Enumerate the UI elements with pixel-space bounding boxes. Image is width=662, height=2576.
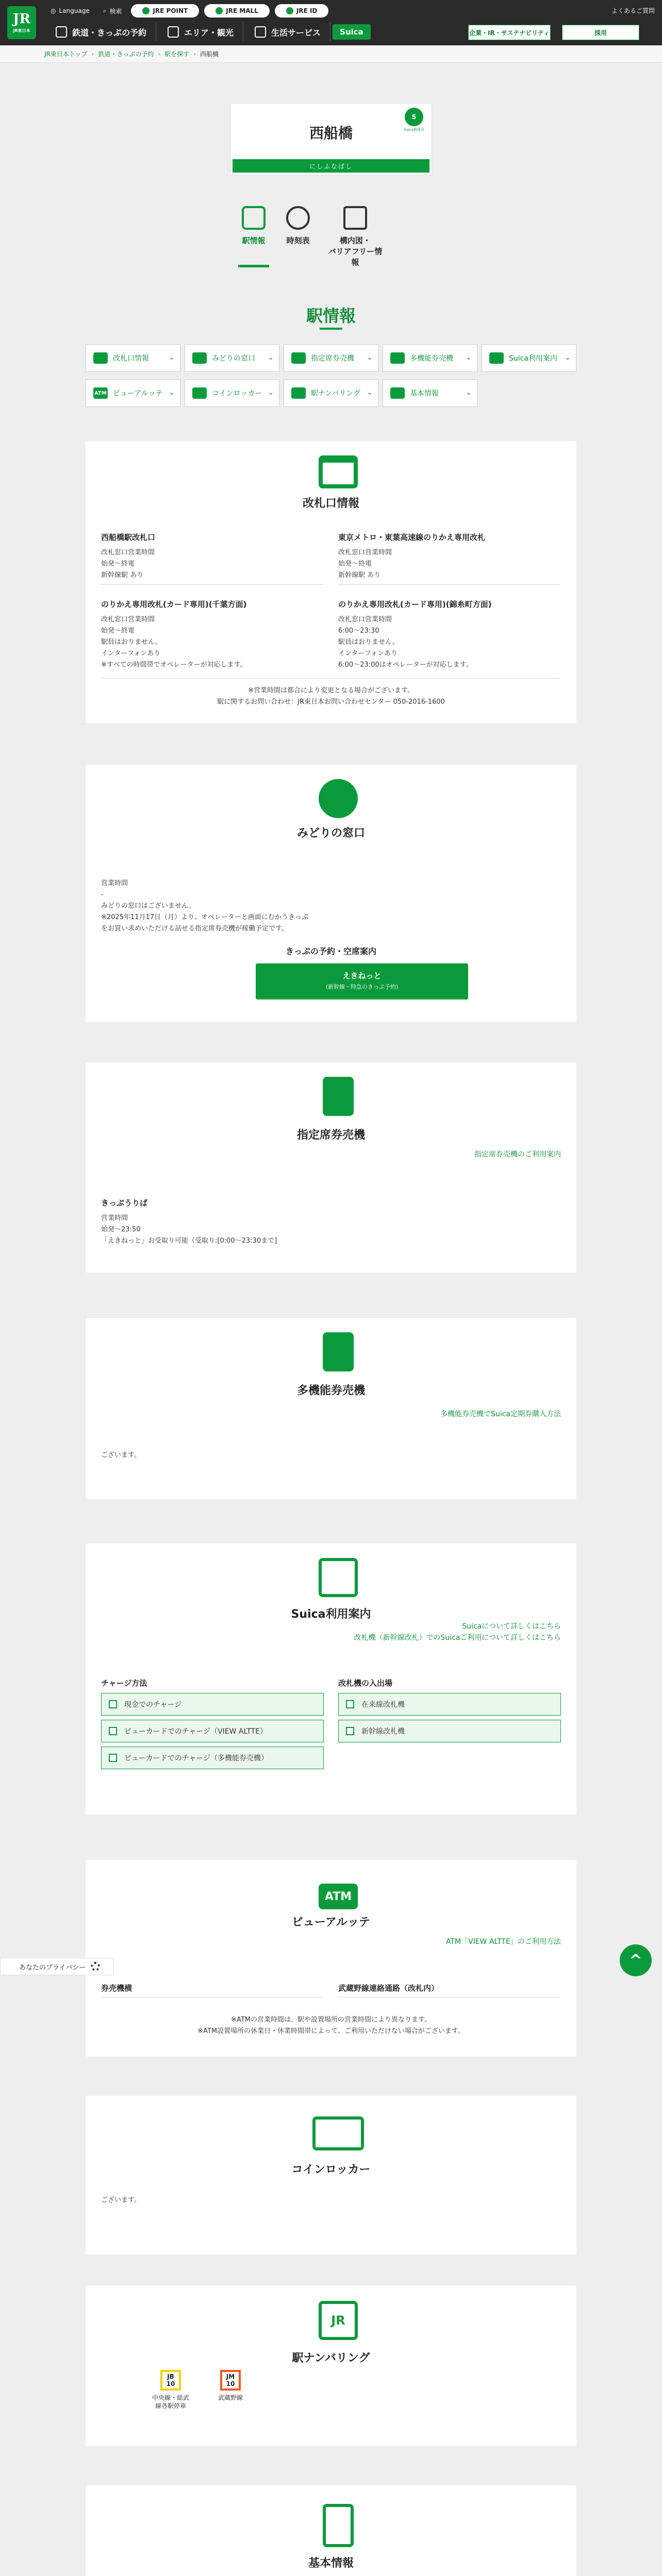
locker-icon xyxy=(312,2116,364,2150)
jr-logo[interactable] xyxy=(7,6,36,39)
suica-icon xyxy=(489,352,504,364)
station-tabs xyxy=(238,206,384,267)
jre-point-icon xyxy=(142,7,150,14)
breadcrumb xyxy=(0,45,662,63)
gate-title: 東京メトロ・東葉高速線のりかえ専用改札 xyxy=(338,533,486,542)
station-number: 10 xyxy=(226,2380,235,2387)
numbering-label: 武蔵野線 xyxy=(218,2394,243,2401)
card-title: 基本情報 xyxy=(308,2557,354,2570)
multi-machine-icon xyxy=(390,352,405,364)
search-label: 検索 xyxy=(109,7,122,15)
station-number: 10 xyxy=(166,2380,175,2387)
gate-text: 改札窓口営業時間 始発〜終電 駅員はおりません。 インターフォンあり ※すべての時間帯でオペレーターが対応します。 xyxy=(101,616,247,669)
atm-card xyxy=(86,1860,576,2057)
atm-icon: ATM xyxy=(319,1884,358,1909)
gate-icon xyxy=(319,455,358,488)
divider xyxy=(101,584,323,585)
quicklink-label: 多機能券売機 xyxy=(410,354,453,363)
locker-card xyxy=(86,2096,576,2255)
gear-icon xyxy=(91,1962,100,1971)
suica-badge xyxy=(402,108,426,137)
basic-info-card xyxy=(86,2485,576,2576)
quicklink-numbering[interactable] xyxy=(284,379,378,407)
quicklink-label: ビューアルッテ xyxy=(113,389,163,398)
chevron-down-icon: ⌄ xyxy=(268,353,274,362)
multi-machine-icon xyxy=(323,1332,354,1371)
chevron-down-icon: ⌄ xyxy=(169,388,175,397)
charge-multi-machine[interactable] xyxy=(101,1747,324,1769)
station-info-icon xyxy=(242,206,266,230)
numbering-icon xyxy=(291,387,306,399)
entry-conventional[interactable] xyxy=(338,1693,561,1716)
chevron-down-icon: ⌄ xyxy=(169,353,175,362)
back-to-top-button[interactable] xyxy=(620,1944,652,1976)
takino-guide-link[interactable]: 多機能券売機でSuica定期券購入方法 xyxy=(440,1410,561,1418)
gate-text: 改札窓口営業時間 6:00〜23:30 駅員はおりません。 インターフォンあり 6:00〜23:00はオペレーターが対応します。 xyxy=(338,616,473,669)
card-title: 駅ナンバリング xyxy=(292,2352,370,2365)
recruit-button[interactable]: 採用 xyxy=(562,25,639,40)
privacy-label: あなたのプライバシー xyxy=(19,1963,86,1972)
station-name: 西船橋 xyxy=(309,125,353,142)
gate-text: 改札窓口営業時間 始発〜終電 新幹線駅 あり xyxy=(338,549,392,579)
shitei-guide-link[interactable]: 指定席券売機のご利用案内 xyxy=(474,1150,561,1159)
checkbox-icon xyxy=(346,1727,354,1735)
midori-icon xyxy=(192,352,207,364)
station-kana: にしふなばし xyxy=(233,159,429,173)
chevron-down-icon: ⌄ xyxy=(466,388,472,397)
clock-icon xyxy=(286,206,310,230)
entry-shinkansen[interactable] xyxy=(338,1720,561,1742)
chevron-down-icon: ⌄ xyxy=(367,388,373,397)
suica-icon: S xyxy=(405,108,423,126)
card-title: ビューアルッテ xyxy=(291,1916,371,1929)
numbering-icon: JR xyxy=(319,2301,358,2340)
atm-guide-link[interactable]: ATM「VIEW ALTTE」のご利用方法 xyxy=(445,1938,561,1946)
quicklink-label: 駅ナンバリング xyxy=(311,389,361,398)
jre-mall-button[interactable] xyxy=(204,4,270,18)
card-title: Suica利用案内 xyxy=(291,1608,371,1621)
tab-timetable[interactable] xyxy=(283,206,313,267)
ticket-machine-icon xyxy=(291,352,306,364)
floor-map-icon xyxy=(343,206,367,230)
breadcrumb-link[interactable]: JR東日本トップ xyxy=(44,50,88,58)
midori-sub: きっぷの予約・空席案内 xyxy=(285,946,376,956)
nav-rail[interactable] xyxy=(46,23,156,41)
logo-sub: JR東日本 xyxy=(13,28,30,33)
shop-icon xyxy=(255,26,266,38)
shitei-text: 営業時間 始発〜23:50 「えきねっと」お受取り可能（受取り:[0:00〜23:30まで] xyxy=(101,1214,277,1245)
quicklink-suica[interactable] xyxy=(482,344,576,372)
suica-icon xyxy=(319,1558,358,1597)
nav-label: エリア・観光 xyxy=(184,27,234,38)
shitei-sub: きっぷうりば xyxy=(101,1198,148,1208)
charge-cash[interactable] xyxy=(101,1693,324,1716)
chevron-down-icon: ⌄ xyxy=(466,353,472,362)
gate-note: ※営業時間は都合により変更となる場合がございます。 駅に関するお問い合わせ：JR東日本お問い合わせセンター 050-2016-1600 xyxy=(217,687,445,706)
clipboard-icon xyxy=(323,2504,354,2547)
search-icon: ⌕ xyxy=(103,7,107,14)
eki-net-button[interactable] xyxy=(256,963,468,999)
tab-label: 時刻表 xyxy=(286,236,310,245)
station-title-card xyxy=(230,103,432,175)
breadcrumb-current: 西船橋 xyxy=(200,50,219,58)
suica-badge-label: Suica利用可 xyxy=(404,128,424,132)
numbering-badge xyxy=(220,2370,241,2391)
quicklink-locker[interactable] xyxy=(185,379,279,407)
jre-mall-icon xyxy=(216,7,223,14)
charge-label: 現金でのチャージ xyxy=(124,1701,182,1709)
atm-note: ※ATMの営業時間は、駅や設置場所の営業時間により異なります。 ※ATM設置場所の休業日・休業時間帯によって、ご利用いただけない場合がございます。 xyxy=(197,2016,465,2035)
quicklink-basic[interactable] xyxy=(383,379,477,407)
language-button[interactable] xyxy=(46,7,94,14)
nav-label: 生活サービス xyxy=(271,27,321,38)
numbering-label: 中央線・総武 線各駅停車 xyxy=(152,2394,189,2410)
tab-station-info[interactable] xyxy=(238,206,269,267)
quicklink-label: 指定席券売機 xyxy=(311,354,354,363)
heading-underline xyxy=(320,328,342,330)
locker-text: ございます。 xyxy=(101,2196,141,2204)
eki-net-label: えきねっと xyxy=(342,971,382,980)
tab-label: 構内図・ バリアフリー情報 xyxy=(328,236,383,267)
charge-title: チャージ方法 xyxy=(101,1679,147,1688)
gate-text: 改札窓口営業時間 始発〜終電 新幹線駅 あり xyxy=(101,549,155,579)
jre-id-icon xyxy=(286,7,293,14)
chevron-down-icon: ⌄ xyxy=(268,388,274,397)
suica-gate-link[interactable]: 改札機（新幹線改札）でのSuicaご利用について詳しくはこちら xyxy=(354,1634,561,1642)
gate-title: のりかえ専用改札(カード専用)(千葉方面) xyxy=(101,600,247,609)
gate-icon xyxy=(93,352,108,364)
quicklink-gate[interactable] xyxy=(86,344,180,372)
charge-view-altte[interactable] xyxy=(101,1720,324,1742)
jre-point-button[interactable] xyxy=(131,4,199,18)
quicklink-label: みどりの窓口 xyxy=(212,354,255,363)
breadcrumb-link[interactable]: 鉄道・きっぷの予約 xyxy=(98,50,154,58)
takino-card xyxy=(86,1318,576,1499)
divider xyxy=(338,584,560,585)
takino-text: ございます。 xyxy=(101,1451,141,1459)
locker-icon xyxy=(192,387,207,399)
breadcrumb-sep: › xyxy=(193,50,196,58)
gate-info-card xyxy=(86,441,576,723)
entry-label: 新幹線改札機 xyxy=(361,1727,405,1736)
pill-label: JRE MALL xyxy=(226,7,258,14)
gate-title: のりかえ専用改札(カード専用)(錦糸町方面) xyxy=(338,600,492,609)
shitei-card xyxy=(86,1062,576,1273)
privacy-button[interactable] xyxy=(0,1958,113,1975)
quicklink-label: 改札口情報 xyxy=(113,354,149,363)
line-code: JB xyxy=(167,2373,174,2380)
card-title: コインロッカー xyxy=(291,2163,371,2176)
breadcrumb-link[interactable]: 駅を探す xyxy=(164,50,190,58)
line-code: JM xyxy=(226,2373,235,2380)
chevron-down-icon: ⌄ xyxy=(367,353,373,362)
quicklink-shitei[interactable] xyxy=(284,344,378,372)
quicklink-label: Suica利用案内 xyxy=(509,354,557,363)
ticket-machine-icon xyxy=(323,1077,354,1116)
chevron-down-icon: ⌄ xyxy=(565,353,571,362)
nav-area[interactable] xyxy=(158,23,243,41)
gate-title: 西船橋駅改札口 xyxy=(101,533,156,542)
numbering-badge xyxy=(160,2370,181,2391)
pill-label: JRE ID xyxy=(296,7,318,14)
charge-label: ビューカードでのチャージ（VIEW ALTTE） xyxy=(124,1727,268,1736)
card-title: 改札口情報 xyxy=(302,497,359,510)
atm-location: 武蔵野線連絡通路（改札内） xyxy=(338,1984,439,1993)
quicklink-label: 基本情報 xyxy=(410,389,439,398)
train-icon xyxy=(56,26,67,38)
card-title: みどりの窓口 xyxy=(296,827,365,840)
entry-label: 在来線改札機 xyxy=(361,1701,405,1709)
checkbox-icon xyxy=(109,1700,117,1708)
quicklink-atm[interactable] xyxy=(86,379,180,407)
checkbox-icon xyxy=(109,1754,117,1762)
quicklink-label: コインロッカー xyxy=(212,389,262,398)
tab-label: 駅情報 xyxy=(242,236,266,245)
atm-location: 券売機横 xyxy=(101,1984,133,1993)
logo-text: JR xyxy=(13,11,30,27)
chevron-up-icon: ^ xyxy=(629,1951,642,1970)
company-button[interactable]: 企業・IR・サステナビリティ xyxy=(468,25,551,40)
eki-net-sub: (新幹線・特急のきっぷ予約) xyxy=(325,984,399,990)
globe-icon: ◎ xyxy=(51,7,56,14)
midori-text: 営業時間 - みどりの窓口はございません。 ※2025年11月17日（月）より、オペレーターと画面にむかうきっぷ をお買い求めいただける話せる指定席券売機が稼働予定です。 xyxy=(101,879,309,933)
atm-icon: ATM xyxy=(93,387,108,399)
charge-label: ビューカードでのチャージ（多機能券売機） xyxy=(124,1754,269,1762)
language-label: Language xyxy=(59,7,90,14)
suica-about-link[interactable]: Suicaについて詳しくはこちら xyxy=(462,1622,561,1631)
divider xyxy=(101,678,560,679)
main-nav xyxy=(46,23,371,41)
search-button[interactable] xyxy=(99,7,126,15)
pill-label: JRE POINT xyxy=(153,7,188,14)
card-title: 指定席券売機 xyxy=(296,1129,365,1142)
numbering-item xyxy=(142,2370,199,2410)
midori-card xyxy=(86,765,576,1022)
jre-id-button[interactable] xyxy=(275,4,329,18)
numbering-card xyxy=(86,2285,576,2446)
numbering-item xyxy=(202,2370,259,2402)
midori-icon xyxy=(319,779,358,818)
map-icon xyxy=(168,26,179,38)
checkbox-icon xyxy=(109,1727,117,1735)
entry-title: 改札機の入出場 xyxy=(338,1679,393,1688)
nav-life[interactable] xyxy=(245,23,330,41)
page-heading: 駅情報 xyxy=(306,306,356,326)
nav-suica[interactable]: Suica xyxy=(333,24,371,40)
info-icon xyxy=(390,387,405,399)
breadcrumb-sep: › xyxy=(91,50,94,58)
checkbox-icon xyxy=(346,1700,354,1708)
site-header xyxy=(0,0,662,45)
quicklink-midori[interactable] xyxy=(185,344,279,372)
tab-map[interactable] xyxy=(327,206,384,267)
nav-label: 鉄道・きっぷの予約 xyxy=(72,27,147,38)
suica-card xyxy=(86,1544,576,1815)
quicklink-takino[interactable] xyxy=(383,344,477,372)
faq-link[interactable]: よくあるご質問 xyxy=(611,7,655,14)
breadcrumb-sep: › xyxy=(158,50,161,58)
card-title: 多機能券売機 xyxy=(296,1384,365,1397)
